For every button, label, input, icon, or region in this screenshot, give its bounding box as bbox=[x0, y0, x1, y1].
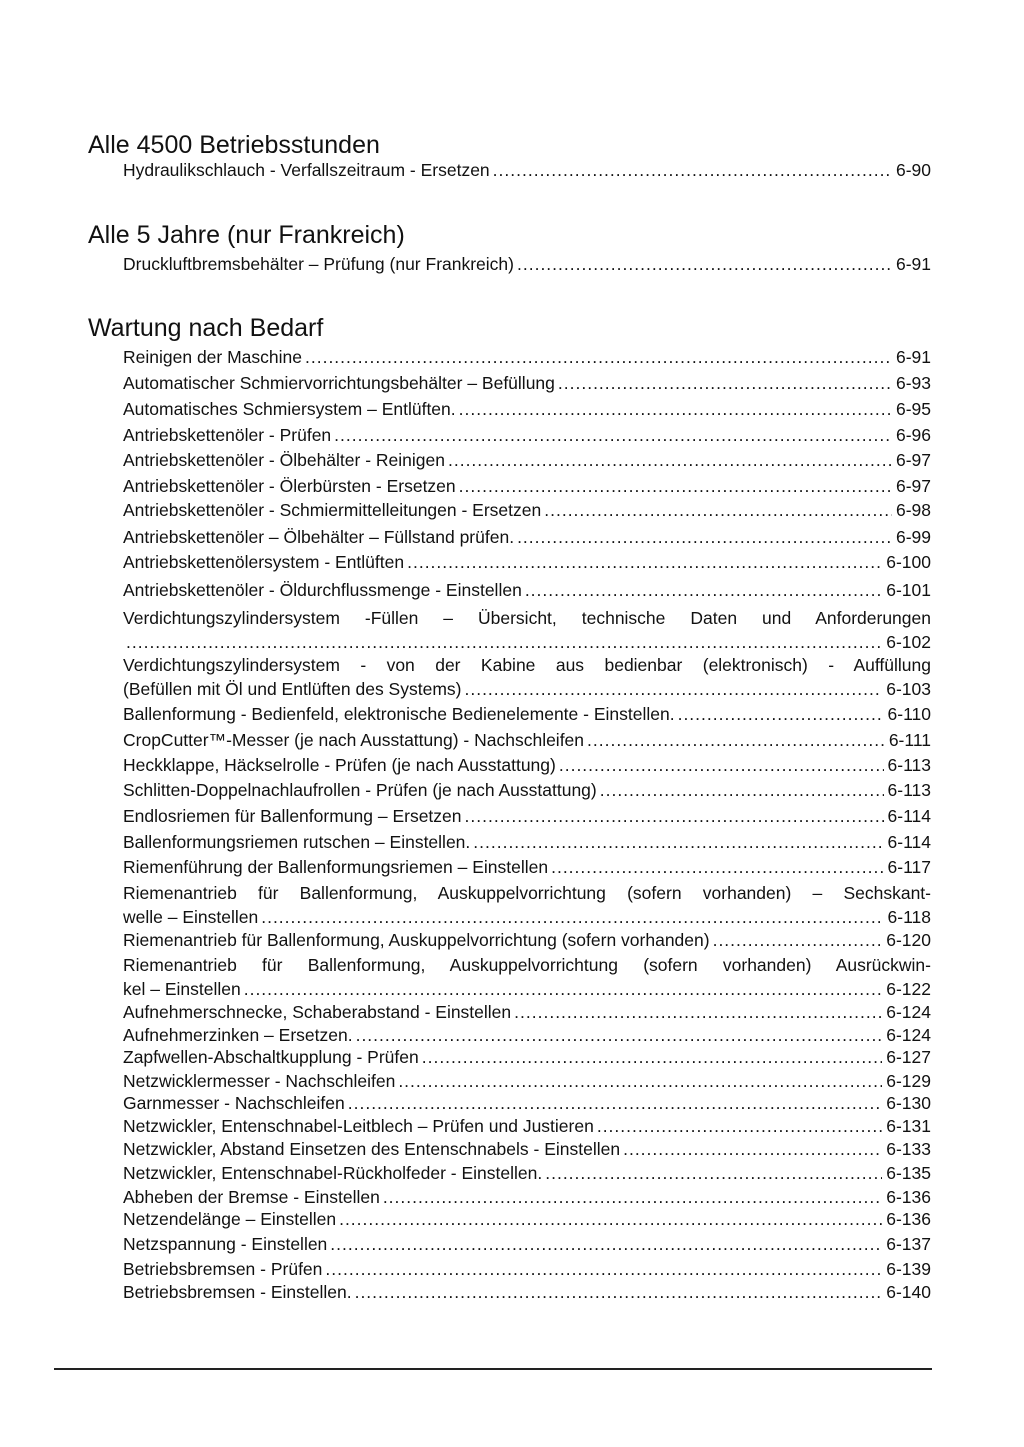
dot-leader bbox=[459, 397, 892, 421]
toc-page-number: 6-93 bbox=[895, 373, 931, 393]
toc-page-number: 6-117 bbox=[887, 857, 931, 877]
toc-entry-title: Druckluftbremsbehälter – Prüfung (nur Frankreich) bbox=[123, 254, 514, 274]
toc-entry[interactable] bbox=[123, 371, 931, 395]
toc-entry[interactable] bbox=[123, 1207, 931, 1231]
toc-entry[interactable] bbox=[123, 448, 931, 472]
toc-entry-title: Heckklappe, Häckselrolle - Prüfen (je nach Ausstattung) bbox=[123, 755, 556, 775]
dot-leader bbox=[398, 1069, 882, 1093]
dot-leader bbox=[422, 1045, 883, 1069]
dot-leader bbox=[126, 630, 882, 654]
toc-page-number: 6-136 bbox=[886, 1209, 931, 1229]
toc-page-number: 6-130 bbox=[886, 1093, 931, 1113]
toc-section bbox=[88, 220, 932, 250]
dot-leader bbox=[355, 1280, 883, 1304]
dot-leader bbox=[305, 345, 892, 369]
toc-page-number: 6-97 bbox=[895, 476, 931, 496]
dot-leader bbox=[325, 1257, 882, 1281]
toc-entry-title: Automatischer Schmiervorrichtungsbehälter – Befüllung bbox=[123, 373, 555, 393]
toc-page-number: 6-127 bbox=[886, 1047, 931, 1067]
dot-leader bbox=[713, 928, 883, 952]
dot-leader bbox=[459, 474, 892, 498]
toc-entry[interactable] bbox=[123, 702, 931, 726]
dot-leader bbox=[678, 702, 884, 726]
dot-leader bbox=[545, 1161, 882, 1185]
toc-page-number: 6-124 bbox=[886, 1025, 931, 1045]
dot-leader bbox=[464, 677, 882, 701]
dot-leader bbox=[587, 728, 885, 752]
toc-page-number: 6-102 bbox=[886, 632, 931, 653]
toc-page-number: 6-91 bbox=[895, 254, 931, 274]
toc-entry[interactable] bbox=[123, 855, 931, 879]
toc-entry-title: Schlitten-Doppelnachlaufrollen - Prüfen (je nach Ausstattung) bbox=[123, 780, 597, 800]
toc-page-number: 6-96 bbox=[895, 425, 931, 445]
toc-page-number: 6-97 bbox=[895, 450, 931, 470]
toc-entry[interactable] bbox=[123, 804, 931, 828]
dot-leader bbox=[330, 1232, 882, 1256]
dot-leader bbox=[514, 1000, 882, 1024]
toc-entry[interactable] bbox=[123, 928, 931, 952]
toc-entry[interactable] bbox=[123, 606, 931, 655]
toc-entry[interactable] bbox=[123, 397, 931, 421]
toc-entry-title-line1: Verdichtungszylindersystem -Füllen – Übersicht, technische Daten und Anforderungen bbox=[123, 608, 931, 628]
toc-entry-title: Ballenformungsriemen rutschen – Einstellen. bbox=[123, 832, 471, 852]
toc-entry[interactable] bbox=[123, 881, 931, 930]
toc-page-number: 6-136 bbox=[886, 1187, 931, 1207]
toc-entry[interactable] bbox=[123, 653, 931, 702]
toc-entry-title: Hydraulikschlauch - Verfallszeitraum - Ersetzen bbox=[123, 160, 490, 180]
toc-page-number: 6-98 bbox=[895, 500, 931, 520]
dot-leader bbox=[348, 1091, 882, 1115]
toc-page-number: 6-113 bbox=[887, 755, 931, 775]
toc-entry-title: Netzspannung - Einstellen bbox=[123, 1234, 328, 1254]
toc-entry[interactable] bbox=[123, 1045, 931, 1069]
toc-entry-title: Abheben der Bremse - Einstellen bbox=[123, 1187, 380, 1207]
toc-entry[interactable] bbox=[123, 550, 931, 574]
toc-page-number: 6-100 bbox=[886, 552, 931, 572]
toc-entry-title: Riemenführung der Ballenformungsriemen – Einstellen bbox=[123, 857, 549, 877]
toc-entry-title: Betriebsbremsen - Prüfen bbox=[123, 1259, 323, 1279]
toc-page-number: 6-99 bbox=[895, 527, 931, 547]
dot-leader bbox=[525, 578, 882, 602]
dot-leader bbox=[244, 977, 883, 1001]
toc-entry-title: Antriebskettenöler - Ölbehälter - Reinigen bbox=[123, 450, 445, 470]
toc-entry-title: Netzwicklermesser - Nachschleifen bbox=[123, 1071, 396, 1091]
dot-leader bbox=[558, 371, 892, 395]
toc-page-number: 6-114 bbox=[887, 832, 931, 852]
toc-entry-title: Netzwickler, Entenschnabel-Rückholfeder - Einstellen. bbox=[123, 1163, 543, 1183]
toc-page-number: 6-122 bbox=[886, 979, 931, 1000]
toc-page-number: 6-113 bbox=[887, 780, 931, 800]
toc-entry[interactable] bbox=[123, 1000, 931, 1024]
toc-entry[interactable] bbox=[123, 474, 931, 498]
toc-page-number: 6-95 bbox=[895, 399, 931, 419]
toc-entry-title: Aufnehmerzinken – Ersetzen. bbox=[123, 1025, 353, 1045]
toc-entry[interactable] bbox=[123, 1280, 931, 1304]
toc-entry[interactable] bbox=[123, 345, 931, 369]
toc-page-number: 6-103 bbox=[886, 679, 931, 700]
toc-entry-title: Antriebskettenöler - Schmiermittelleitungen - Ersetzen bbox=[123, 500, 542, 520]
toc-entry-title: Betriebsbremsen - Einstellen. bbox=[123, 1282, 352, 1302]
dot-leader bbox=[544, 498, 892, 522]
dot-leader bbox=[597, 1114, 882, 1138]
toc-page-number: 6-137 bbox=[886, 1234, 931, 1254]
toc-entry[interactable] bbox=[123, 830, 931, 854]
toc-entry[interactable] bbox=[123, 1114, 931, 1138]
dot-leader bbox=[339, 1207, 882, 1231]
toc-entry[interactable] bbox=[123, 953, 931, 1002]
section-heading: Wartung nach Bedarf bbox=[88, 314, 324, 342]
toc-entry-title-line1: Verdichtungszylindersystem - von der Kabine aus bedienbar (elektronisch) - Auffüllung bbox=[123, 655, 931, 675]
toc-entry[interactable] bbox=[123, 1257, 931, 1281]
toc-page-number: 6-90 bbox=[895, 160, 931, 180]
toc-page-number: 6-140 bbox=[886, 1282, 931, 1302]
dot-leader bbox=[465, 804, 884, 828]
toc-entry[interactable] bbox=[123, 1161, 931, 1185]
toc-page-number: 6-129 bbox=[886, 1071, 931, 1091]
toc-entry[interactable] bbox=[123, 778, 931, 802]
dot-leader bbox=[493, 158, 892, 182]
toc-page-number: 6-139 bbox=[886, 1259, 931, 1279]
toc-entry-title: Antriebskettenölersystem - Entlüften bbox=[123, 552, 405, 572]
dot-leader bbox=[261, 905, 883, 929]
dot-leader bbox=[473, 830, 883, 854]
toc-entry[interactable] bbox=[123, 1185, 931, 1209]
toc-entry-title: Antriebskettenöler - Öldurchflussmenge - Einstellen bbox=[123, 580, 522, 600]
toc-entry-title: Reinigen der Maschine bbox=[123, 347, 302, 367]
toc-entry-title: CropCutter™-Messer (je nach Ausstattung) - Nachschleifen bbox=[123, 730, 585, 750]
toc-entry-title-line2: (Befüllen mit Öl und Entlüften des Systems) bbox=[123, 679, 462, 700]
toc-entry[interactable] bbox=[123, 252, 931, 276]
toc-entry[interactable] bbox=[123, 1232, 931, 1256]
toc-entry[interactable] bbox=[123, 525, 931, 549]
toc-entry-title-line2: welle – Einstellen bbox=[123, 907, 259, 928]
toc-page-number: 6-110 bbox=[887, 704, 931, 724]
toc-page-number: 6-124 bbox=[886, 1002, 931, 1022]
dot-leader bbox=[383, 1185, 882, 1209]
dot-leader bbox=[517, 252, 892, 276]
toc-entry-title-line1: Riemenantrieb für Ballenformung, Auskuppelvorrichtung (sofern vorhanden) Ausrückwin- bbox=[123, 955, 931, 975]
toc-page-number: 6-101 bbox=[886, 580, 931, 600]
toc-section bbox=[88, 130, 932, 160]
toc-entry-title: Garnmesser - Nachschleifen bbox=[123, 1093, 345, 1113]
section-heading: Alle 5 Jahre (nur Frankreich) bbox=[88, 221, 405, 249]
toc-entry[interactable] bbox=[123, 1069, 931, 1093]
dot-leader bbox=[356, 1023, 883, 1047]
toc-entry[interactable] bbox=[123, 1137, 931, 1161]
toc-page-number: 6-131 bbox=[886, 1116, 931, 1136]
toc-entry-title: Riemenantrieb für Ballenformung, Auskuppelvorrichtung (sofern vorhanden) bbox=[123, 930, 710, 950]
toc-entry[interactable] bbox=[123, 423, 931, 447]
toc-page-number: 6-91 bbox=[895, 347, 931, 367]
dot-leader bbox=[623, 1137, 882, 1161]
dot-leader bbox=[334, 423, 892, 447]
dot-leader bbox=[551, 855, 883, 879]
toc-entry[interactable] bbox=[123, 728, 931, 752]
toc-page-number: 6-120 bbox=[886, 930, 931, 950]
toc-entry-title: Netzwickler, Abstand Einsetzen des Entenschnabels - Einstellen bbox=[123, 1139, 621, 1159]
toc-section bbox=[88, 313, 932, 343]
toc-entry-title-line2: kel – Einstellen bbox=[123, 979, 241, 1000]
toc-entry[interactable] bbox=[123, 1023, 931, 1047]
dot-leader bbox=[517, 525, 892, 549]
toc-entry[interactable] bbox=[123, 578, 931, 602]
toc-entry-title: Netzendelänge – Einstellen bbox=[123, 1209, 337, 1229]
toc-entry-title: Netzwickler, Entenschnabel-Leitblech – Prüfen und Justieren bbox=[123, 1116, 594, 1136]
footer-rule bbox=[54, 1368, 932, 1370]
toc-entry-title: Aufnehmerschnecke, Schaberabstand - Einstellen bbox=[123, 1002, 512, 1022]
toc-entry-title: Antriebskettenöler - Ölerbürsten - Ersetzen bbox=[123, 476, 456, 496]
toc-entry[interactable] bbox=[123, 1091, 931, 1115]
toc-entry-title: Antriebskettenöler - Prüfen bbox=[123, 425, 332, 445]
toc-entry-title: Antriebskettenöler – Ölbehälter – Füllstand prüfen. bbox=[123, 527, 515, 547]
toc-page-number: 6-118 bbox=[887, 907, 931, 928]
toc-page-number: 6-135 bbox=[886, 1163, 931, 1183]
toc-entry[interactable] bbox=[123, 498, 931, 522]
dot-leader bbox=[407, 550, 882, 574]
dot-leader bbox=[600, 778, 884, 802]
dot-leader bbox=[448, 448, 892, 472]
toc-entry-title: Automatisches Schmiersystem – Entlüften. bbox=[123, 399, 456, 419]
toc-entry[interactable] bbox=[123, 158, 931, 182]
toc-page-number: 6-114 bbox=[887, 806, 931, 826]
toc-page-number: 6-111 bbox=[888, 730, 931, 750]
toc-entry-title-line1: Riemenantrieb für Ballenformung, Auskuppelvorrichtung (sofern vorhanden) – Sechskant- bbox=[123, 883, 931, 903]
dot-leader bbox=[559, 753, 884, 777]
toc-entry-title: Ballenformung - Bedienfeld, elektronische Bedienelemente - Einstellen. bbox=[123, 704, 675, 724]
toc-page-number: 6-133 bbox=[886, 1139, 931, 1159]
section-heading: Alle 4500 Betriebsstunden bbox=[88, 131, 380, 159]
toc-entry-title: Endlosriemen für Ballenformung – Ersetzen bbox=[123, 806, 462, 826]
toc-entry[interactable] bbox=[123, 753, 931, 777]
toc-entry-title: Zapfwellen-Abschaltkupplung - Prüfen bbox=[123, 1047, 419, 1067]
